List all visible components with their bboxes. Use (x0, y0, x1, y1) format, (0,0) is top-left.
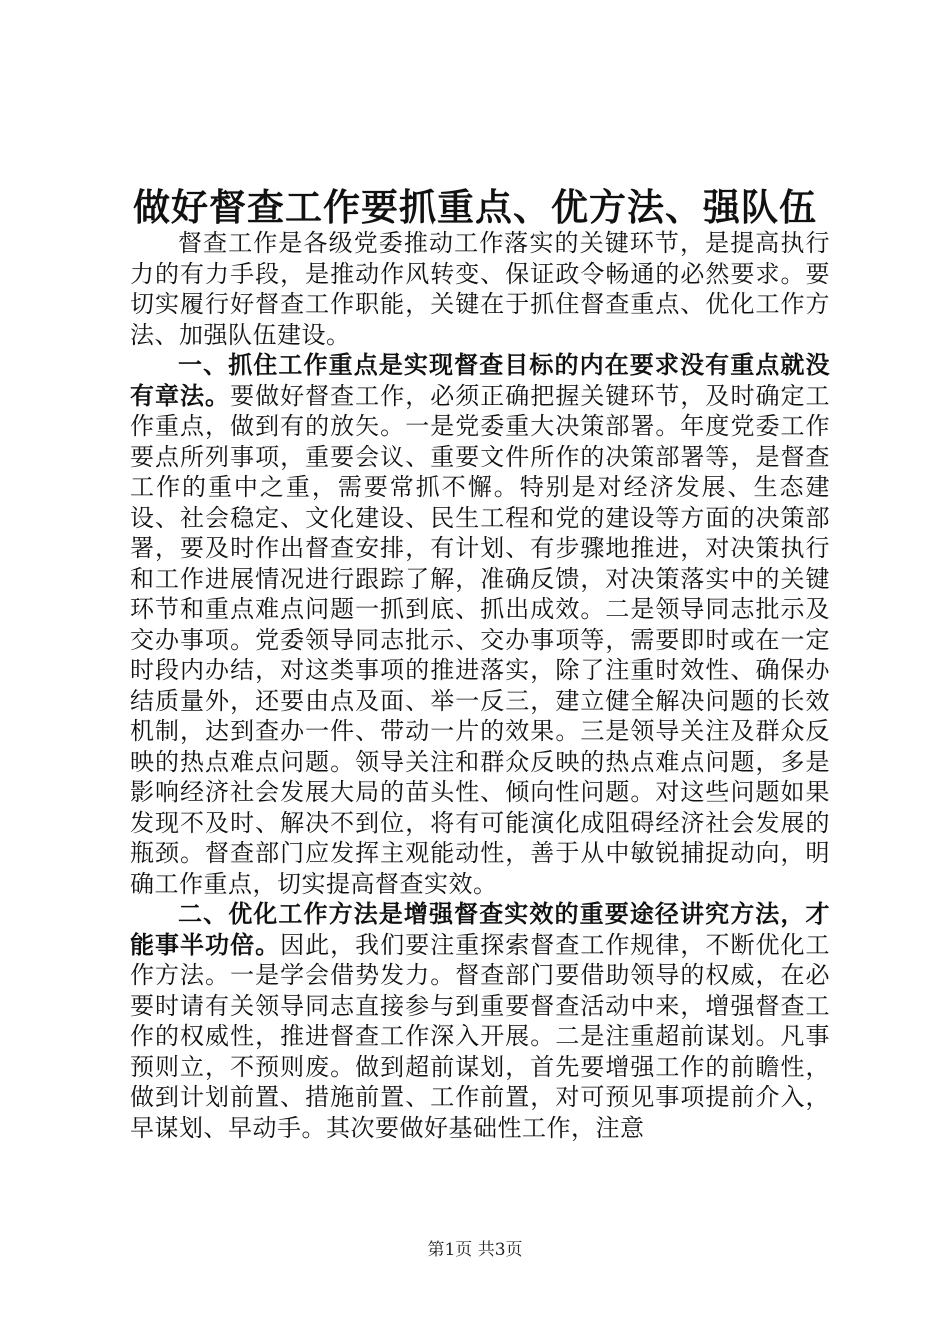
intro-paragraph: 督查工作是各级党委推动工作落实的关键环节，是提高执行力的有力手段，是推动作风转变、保证政令畅通的必然要求。要切实履行好督查工作职能，关键在于抓住督查重点、优化工作方法、加强队伍建设。 (130, 229, 830, 349)
section-1-heading: 一、抓住工作重点是实现督查目标的内在要求没有重点就没有章法。 (130, 350, 830, 410)
page-footer: 第1页 共3页 (427, 1240, 523, 1260)
document-body (130, 228, 830, 1143)
section-2-body: 因此，我们要注重探索督查工作规律，不断优化工作方法。一是学会借势发力。督查部门要借助领导的权威，在必要时请有关领导同志直接参与到重要督查活动中来，增强督查工作的权威性，推进督查工作深入开展。二是注重超前谋划。凡事预则立，不预则废。做到超前谋划，首先要增强工作的前瞻性，做到计划前置、措施前置、工作前置，对可预见事项提前介入，早谋划、早动手。其次要做好基础性工作，注意 (130, 930, 831, 1142)
section-2-heading: 二、优化工作方法是增强督查实效的重要途径讲究方法，才能事半功倍。 (130, 899, 830, 959)
document-title: 做好督查工作要抓重点、优方法、强队伍 (133, 185, 817, 229)
section-1-body: 要做好督查工作，必须正确把握关键环节，及时确定工作重点，做到有的放矢。一是党委重大决策部署。年度党委工作要点所列事项，重要会议、重要文件所作的决策部署等，是督查工作的重中之重，需要常抓不懈。特别是对经济发展、生态建设、社会稳定、文化建设、民生工程和党的建设等方面的决策部署，要及时作出督查安排，有计划、有步骤地推进，对决策执行和工作进展情况进行跟踪了解，准确反馈，对决策落实中的关键环节和重点难点问题一抓到底、抓出成效。二是领导同志批示及交办事项。党委领导同志批示、交办事项等，需要即时或在一定时段内办结，对这类事项的推进落实，除了注重时效性、确保办结质量外，还要由点及面、举一反三，建立健全解决问题的长效机制，达到查办一件、带动一片的效果。三是领导关注及群众反映的热点难点问题。领导关注和群众反映的热点难点问题，多是影响经济社会发展大局的苗头性、倾向性问题。对这些问题如果发现不及时、解决不到位，将有可能演化成阻碍经济社会发展的瓶颈。督查部门应发挥主观能动性，善于从中敏锐捕捉动向，明确工作重点，切实提高督查实效。 (130, 381, 831, 898)
section-1-paragraph (130, 350, 830, 899)
section-2-paragraph (130, 899, 830, 1143)
